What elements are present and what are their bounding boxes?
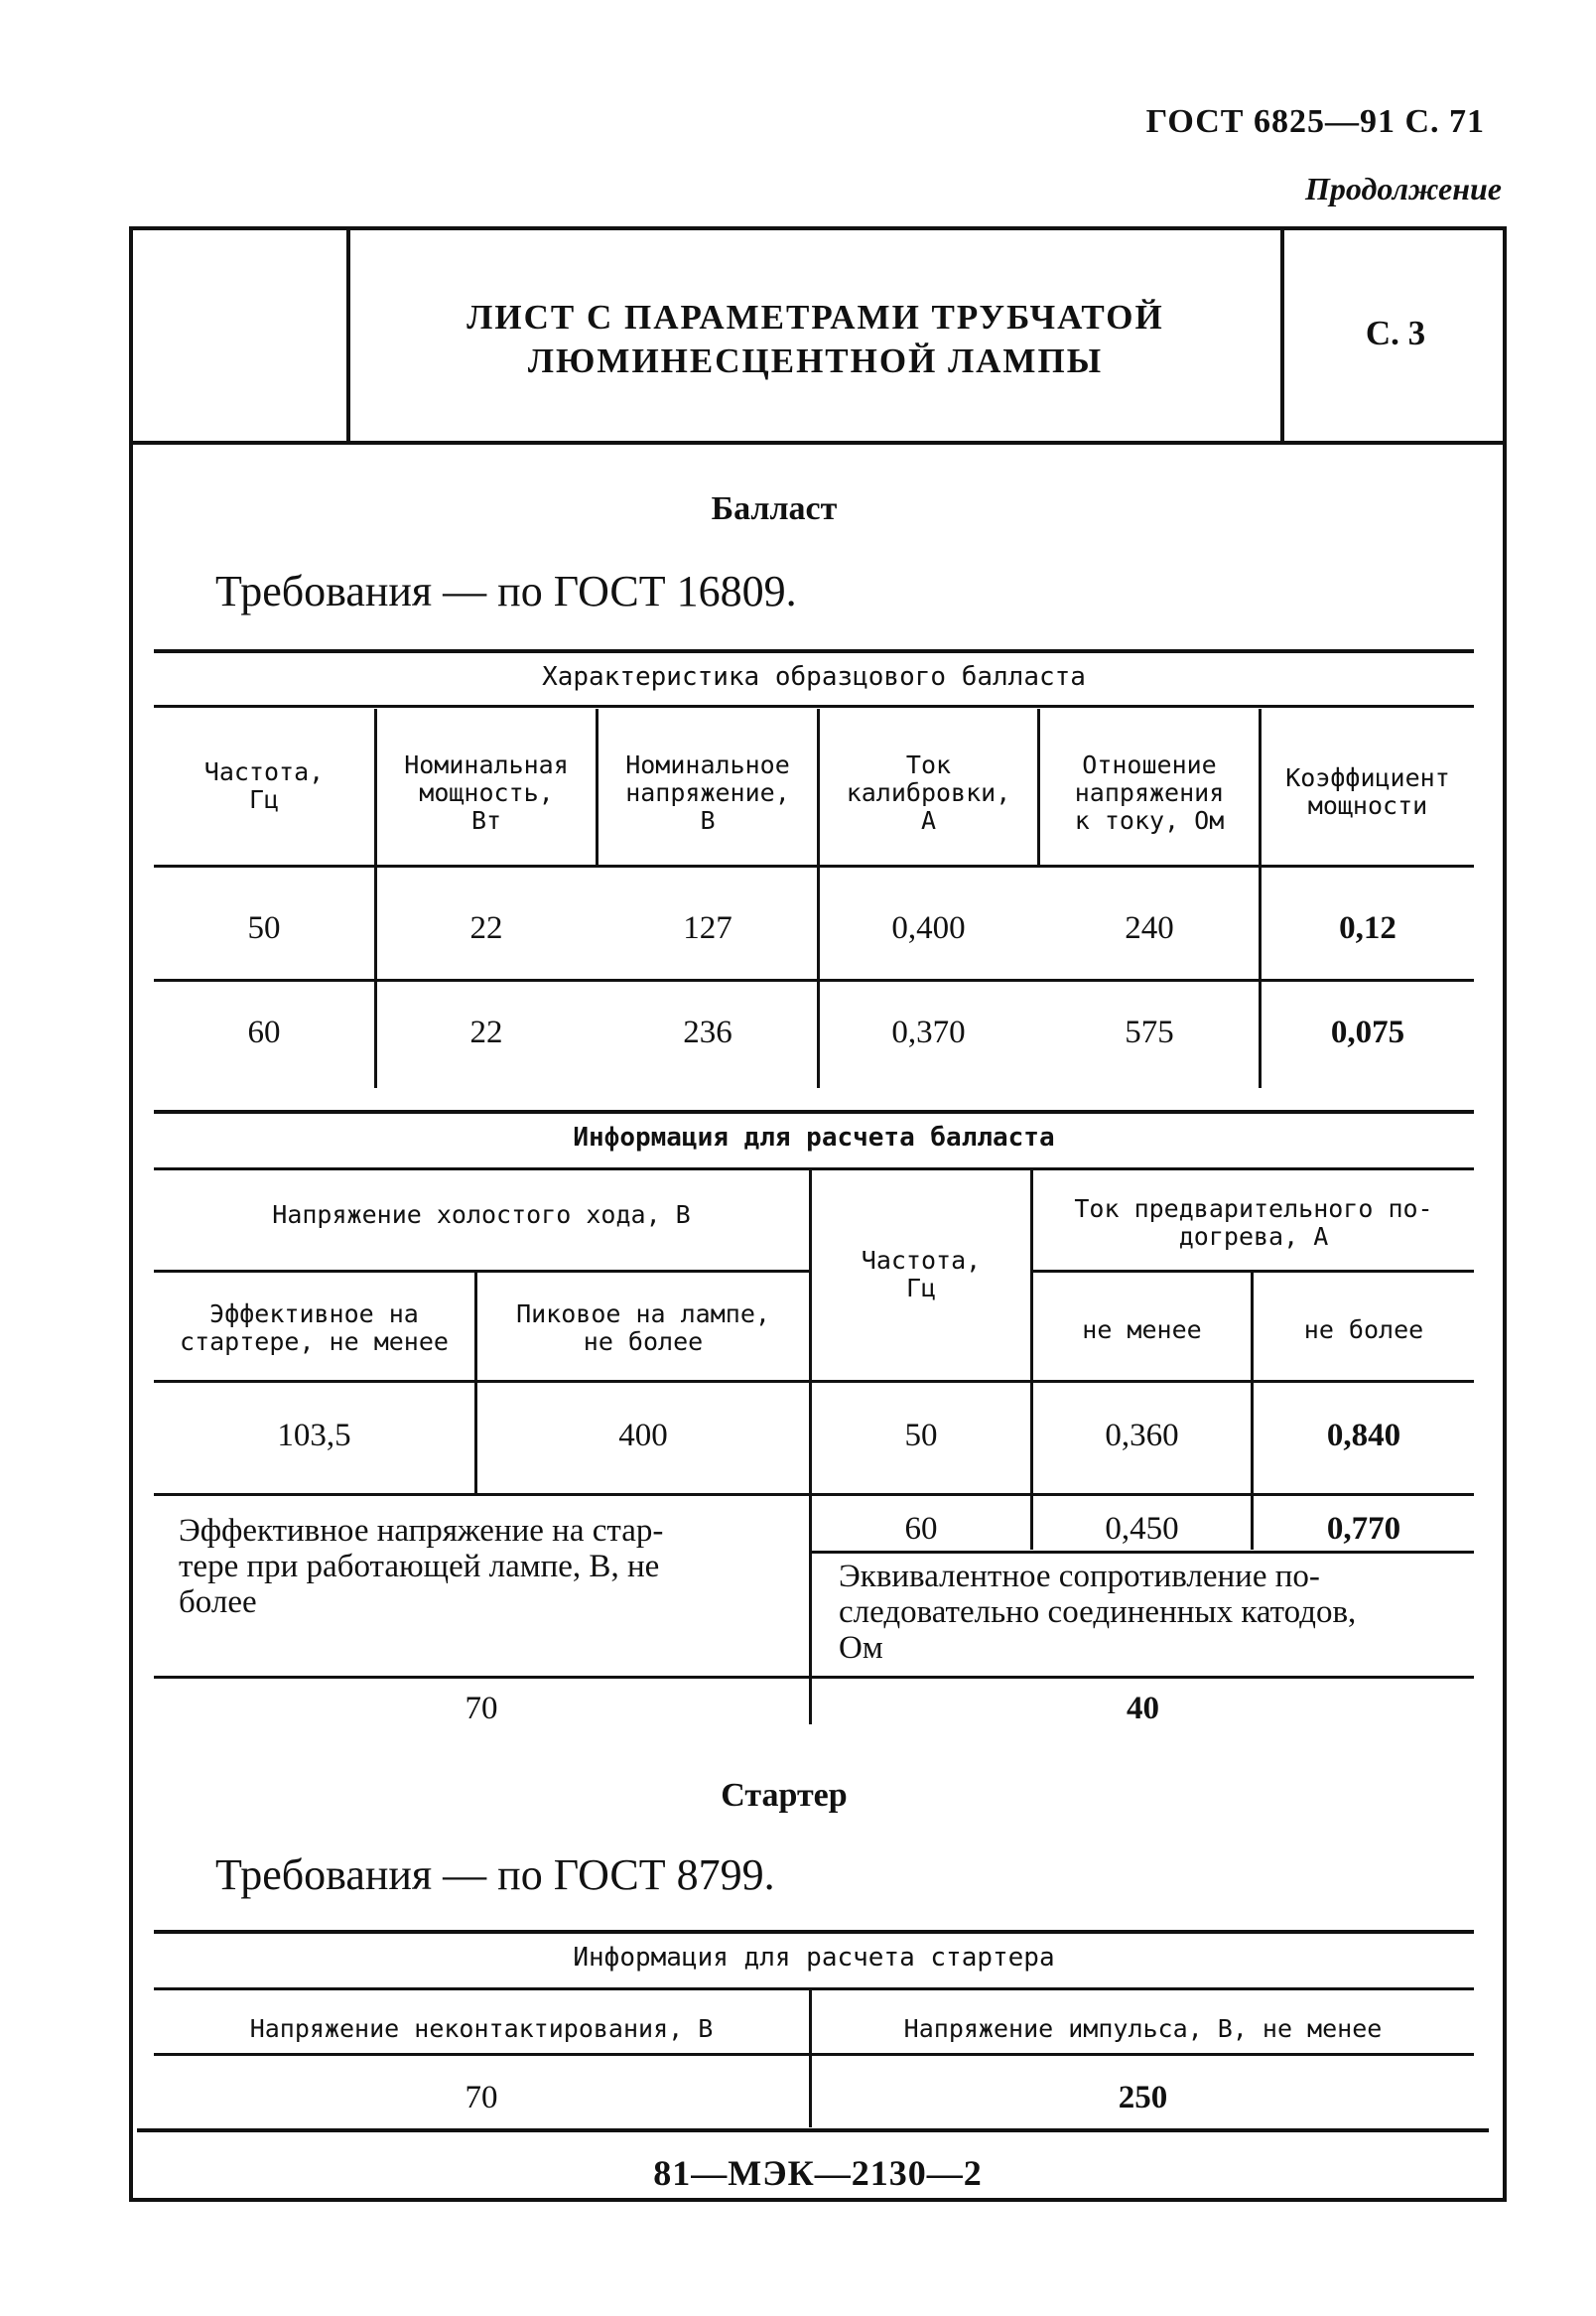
table3-caption: Информация для расчета стартера — [573, 1943, 1055, 1973]
title-block-left-divider — [346, 230, 350, 443]
table1-col-divider — [1259, 868, 1262, 1088]
table3-body-rule — [154, 2053, 1474, 2056]
table1-header-ratio: Отношение напряжения к току, Ом — [1074, 750, 1225, 835]
table2-body-rule — [154, 1380, 1474, 1383]
table2-header-ocv: Напряжение холостого хода, В — [272, 1200, 691, 1229]
table1-header-current: Ток калибровки, А — [846, 750, 1011, 835]
table1-row2-power: 22 — [469, 1015, 503, 1050]
table1-row2-ratio: 575 — [1125, 1015, 1174, 1050]
continuation-label: Продолжение — [1305, 171, 1502, 206]
table1-row1-frequency: 50 — [247, 910, 281, 946]
table2-starter-voltage-value: 70 — [465, 1691, 498, 1726]
sheet-title — [352, 296, 1278, 383]
table1-col-divider — [374, 868, 377, 1088]
table1-body-rule — [154, 865, 1474, 868]
document-reference: ГОСТ 6825—91 С. 71 — [1145, 103, 1485, 140]
table2-row2-frequency: 60 — [904, 1511, 938, 1547]
table2-ocv-eff-value: 103,5 — [277, 1418, 351, 1453]
table2-top-rule — [154, 1110, 1474, 1114]
table2-row1-preheat-min: 0,360 — [1105, 1418, 1179, 1453]
table1-row-rule — [154, 979, 1474, 982]
table1-row1-power-factor: 0,12 — [1339, 910, 1396, 946]
table1-header-frequency: Частота, Гц — [203, 757, 325, 814]
table3-header-rule — [154, 1987, 1474, 1990]
table2-row1-frequency: 50 — [904, 1418, 938, 1453]
table1-caption: Характеристика образцового балласта — [542, 662, 1086, 692]
table2-row-rule — [154, 1493, 1474, 1496]
table2-subheader-rule — [1033, 1270, 1474, 1273]
table2-subheader-rule — [154, 1270, 809, 1273]
table2-header-preheat-max: не более — [1303, 1315, 1424, 1344]
table2-header-frequency: Частота, Гц — [861, 1246, 982, 1302]
table2-header-ocv-eff: Эффективное на стартере, не менее — [180, 1299, 449, 1356]
table3-bottom-rule — [137, 2128, 1489, 2132]
table1-row1-current: 0,400 — [891, 910, 966, 946]
ballast-title: Балласт — [711, 490, 838, 527]
sheet-title-line-2: ЛЮМИНЕСЦЕНТНОЙ ЛАМПЫ — [527, 341, 1104, 380]
title-block-right-divider — [1280, 230, 1284, 443]
table3-header-pulse-voltage: Напряжение импульса, В, не менее — [903, 2014, 1383, 2043]
table2-header-rule — [154, 1167, 1474, 1170]
sheet-title-line-1: ЛИСТ С ПАРАМЕТРАМИ ТРУБЧАТОЙ — [466, 298, 1164, 337]
table1-row1-power: 22 — [469, 910, 503, 946]
table1-row1-voltage: 127 — [683, 910, 732, 946]
table2-starter-voltage-label: Эффективное напряжение на стар- тере при работающей лампе, В, не более — [179, 1513, 664, 1620]
table2-cathode-resistance-value: 40 — [1127, 1691, 1159, 1726]
starter-requirement: Требования — по ГОСТ 8799. — [215, 1850, 775, 1899]
table2-header-ocv-peak: Пиковое на лампе, не более — [516, 1299, 770, 1356]
table1-header-rule — [154, 705, 1474, 708]
table2-header-preheat: Ток предварительного по- догрева, А — [1074, 1194, 1433, 1251]
table1-row2-frequency: 60 — [247, 1015, 281, 1050]
table1-col-divider — [817, 868, 820, 1088]
title-block-divider — [129, 441, 1507, 445]
table1-row1-ratio: 240 — [1125, 910, 1174, 946]
table1-top-rule — [154, 649, 1474, 653]
sheet-footer-code: 81—МЭК—2130—2 — [653, 2153, 983, 2193]
table2-ocv-peak-value: 400 — [618, 1418, 668, 1453]
table1-row2-voltage: 236 — [683, 1015, 732, 1050]
table3-header-no-contact-voltage: Напряжение неконтактирования, В — [249, 2014, 714, 2043]
table2-row-rule — [812, 1551, 1474, 1554]
ballast-requirement: Требования — по ГОСТ 16809. — [215, 567, 797, 615]
table2-cathode-resistance-label: Эквивалентное сопротивление по- следовательно соединенных катодов, Ом — [839, 1559, 1357, 1666]
table2-col-divider — [1251, 1273, 1254, 1550]
table1-header-power-factor: Коэффициент мощности — [1285, 763, 1450, 820]
table1-row2-power-factor: 0,075 — [1330, 1015, 1405, 1050]
table2-row2-preheat-max: 0,770 — [1326, 1511, 1401, 1547]
table2-caption: Информация для расчета балласта — [573, 1123, 1055, 1153]
table1-header-power: Номинальная мощность, Вт — [404, 750, 569, 835]
table2-header-preheat-min: не менее — [1082, 1315, 1202, 1344]
table2-row1-preheat-max: 0,840 — [1326, 1418, 1401, 1453]
table3-pulse-voltage-value: 250 — [1118, 2080, 1168, 2115]
sheet-page-number: С. 3 — [1365, 314, 1426, 352]
table3-no-contact-voltage-value: 70 — [465, 2080, 498, 2115]
table2-value-rule — [154, 1676, 1474, 1679]
table3-top-rule — [154, 1930, 1474, 1934]
table2-row2-preheat-min: 0,450 — [1105, 1511, 1179, 1547]
table1-header-voltage: Номинальное напряжение, В — [625, 750, 790, 835]
starter-title: Стартер — [721, 1777, 848, 1814]
table1-row2-current: 0,370 — [891, 1015, 966, 1050]
